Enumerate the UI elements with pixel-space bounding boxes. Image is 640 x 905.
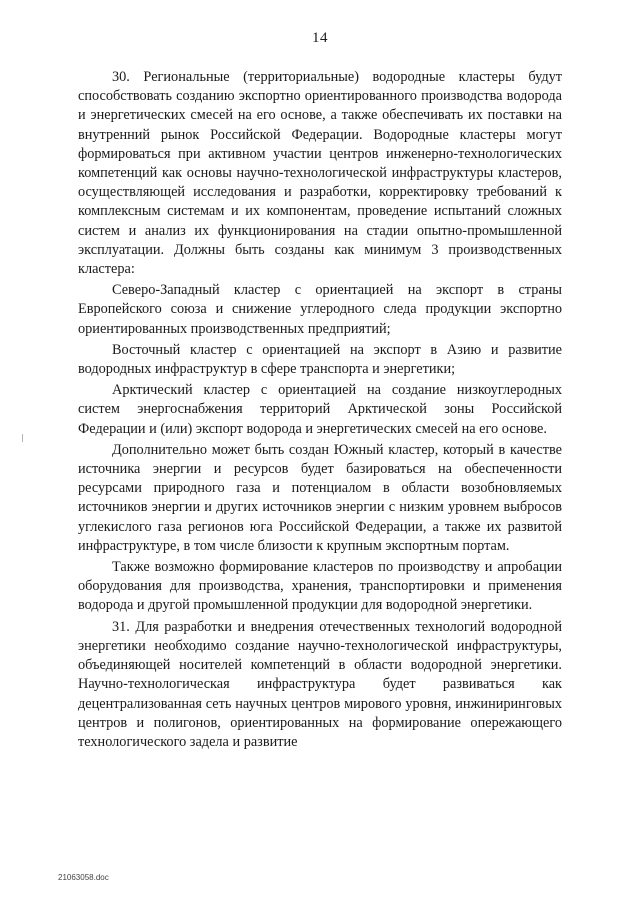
- document-file-code: 21063058.doc: [58, 873, 109, 882]
- paragraph-eastern-cluster: Восточный кластер с ориентацией на экспорт в Азию и развитие водородных инфраструктур в сфере транспорта и энергетики;: [78, 341, 562, 378]
- paragraph-31: 31. Для разработки и внедрения отечественных технологий водородной энергетики необходимо создание научно-технологической инфраструктуры, объединяющей носителей компетенций в области водородной энергетики. Научно-технологическая инфраструктура будет развиваться как децентрализованная сеть научных центров мирового уровня, инжиниринговых центров и полигонов, ориентированных на формирование опережающего технологического задела и развитие: [78, 618, 562, 750]
- document-body: [78, 68, 562, 754]
- paragraph-arctic-cluster: Арктический кластер с ориентацией на создание низкоуглеродных систем энергоснабжения территорий Арктической зоны Российской Федерации и (или) экспорт водорода и энергетических смесей на его основе.: [78, 382, 562, 437]
- paragraph-equipment-clusters: Также возможно формирование кластеров по производству и апробации оборудования для производства, хранения, транспортировки и применения водорода и другой промышленной продукции для водородной энергетики.: [78, 559, 562, 614]
- paragraph-30: 30. Региональные (территориальные) водородные кластеры будут способствовать созданию экспортно ориентированного производства водорода и энергетических смесей на его основе, а также обеспечивать их поставки на внутренний рынок Российской Федерации. Водородные кластеры могут формироваться при активном участии центров инженерно-технологических компетенций как основы научно-технологической инфраструктуры кластеров, осуществляющей исследования и разработки, корректировку требований к комплексным системам и их компонентам, проведение испытаний сложных систем и анализ их функционирования на стадии опытно-промышленной эксплуатации. Должны быть созданы как минимум 3 производственных кластера:: [78, 69, 562, 278]
- page-number: 14: [312, 30, 328, 46]
- paragraph-northwest-cluster: Северо-Западный кластер с ориентацией на экспорт в страны Европейского союза и снижение углеродного следа продукции экспортно ориентированных производственных предприятий;: [78, 282, 562, 337]
- paragraph-southern-cluster: Дополнительно может быть создан Южный кластер, который в качестве источника энергии и ресурсов будет базироваться на обеспеченности ресурсами природного газа и потенциалом в области возобновляемых источников энергии и других источников энергии с низким уровнем выбросов углекислого газа регионов юга Российской Федерации, а также их развитой инфраструктуре, в том числе близости к крупным экспортным портам.: [78, 441, 562, 554]
- margin-mark: [22, 434, 23, 442]
